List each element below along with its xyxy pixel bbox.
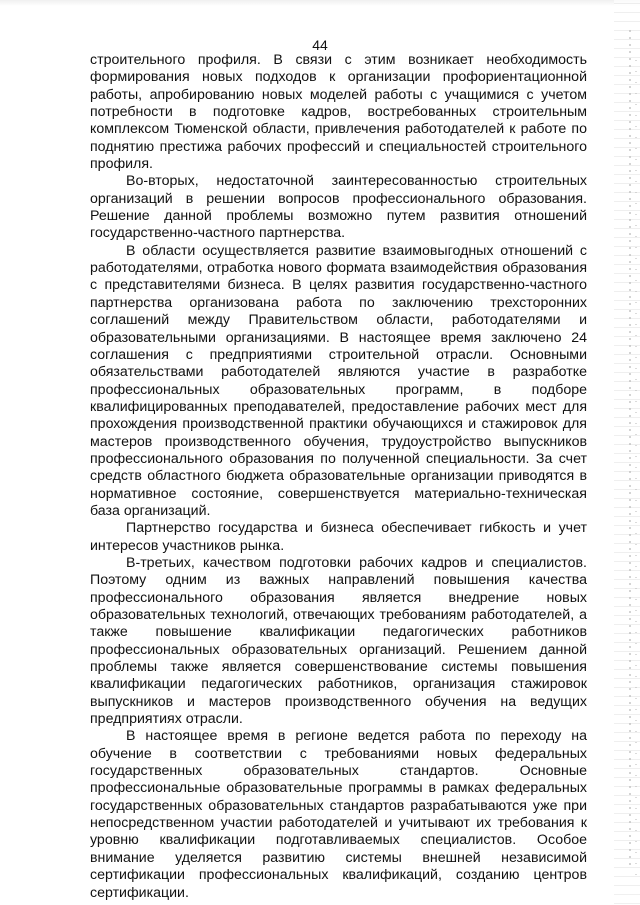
scan-edge-top xyxy=(0,0,640,6)
document-body xyxy=(90,52,587,902)
paragraph-1: строительного профиля. В связи с этим возникает необходимость формирования новых подходов к организации профориентационной работы, апробированию новых моделей работы с учащимися с учетом потребности в подготовке кадров, востребованных строительным комплексом Тюменской области, привлечения работодателей к работе по поднятию престижа рабочих профессий и специальностей строительного профиля. xyxy=(90,52,587,173)
scan-edge-right xyxy=(614,0,640,905)
paragraph-2: Во-вторых, недостаточной заинтересованностью строительных организаций в решении вопросов профессионального образования. Решение данной проблемы возможно путем развития отношений государственно-частного партнерства. xyxy=(90,173,587,242)
paragraph-6: В настоящее время в регионе ведется работа по переходу на обучение в соответствии с требованиями новых федеральных государственных образовательных стандартов. Основные профессиональные образовательные программы в рамках федеральных государственных образовательных стандартов разрабатываются уже при непосредственном участии работодателей и учитывают их требования к уровню квалификации подготавливаемых специалистов. Особое внимание уделяется развитию системы внешней независимой сертификации профессиональных квалификаций, созданию центров сертификации. xyxy=(90,728,587,901)
page-number: 44 xyxy=(312,37,328,53)
paragraph-4: Партнерство государства и бизнеса обеспечивает гибкость и учет интересов участников рынка. xyxy=(90,520,587,554)
paragraph-3: В области осуществляется развитие взаимовыгодных отношений с работодателями, отработка нового формата взаимодействия образования с представителями бизнеса. В целях развития государственно-частного партнерства организована работа по заключению трехсторонних соглашений между Правительством области, работодателями и образовательными организациями. В настоящее время заключено 24 соглашения с предприятиями строительной отрасли. Основными обязательствами работодателей являются участие в разработке профессиональных образовательных программ, в подборе квалифицированных преподавателей, предоставление рабочих мест для прохождения производственной практики обучающихся и стажировок для мастеров производственного обучения, трудоустройство выпускников профессионального образования по полученной специальности. За счет средств областного бюджета образовательные организации приводятся в нормативное состояние, совершенствуется материально-техническая база организаций. xyxy=(90,242,587,519)
paragraph-5: В-третьих, качеством подготовки рабочих кадров и специалистов. Поэтому одним из важных направлений повышения качества профессионального образования является внедрение новых образовательных технологий, отвечающих требованиям работодателей, а также повышение квалификации педагогических работников профессиональных образовательных организаций. Решением данной проблемы также является совершенствование системы повышения квалификации педагогических работников, организация стажировок выпускников и мастеров производственного обучения на ведущих предприятиях отрасли. xyxy=(90,554,587,728)
